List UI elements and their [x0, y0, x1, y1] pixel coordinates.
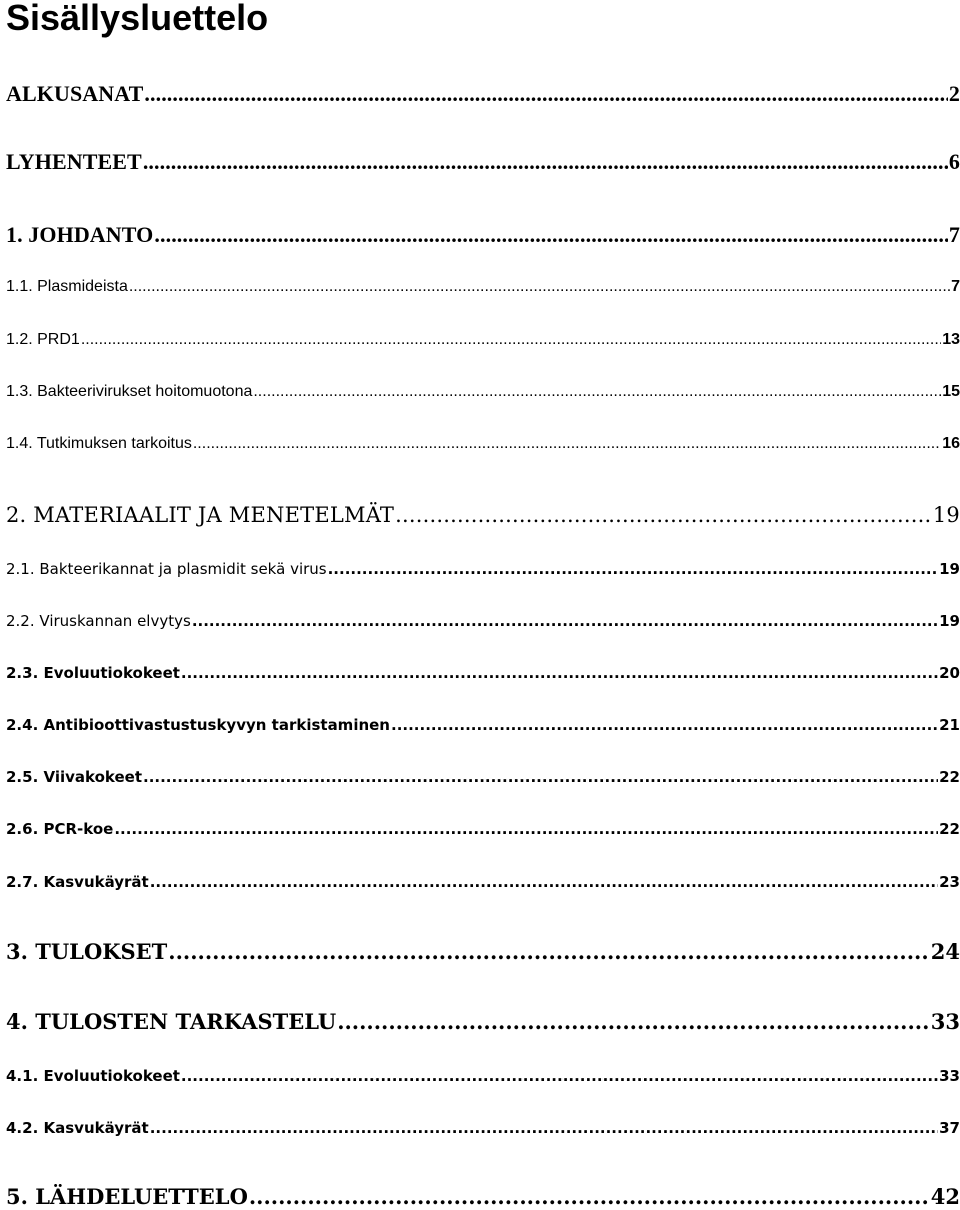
- toc-entry-tulokset[interactable]: [6, 939, 960, 965]
- dot-leader: [391, 715, 938, 735]
- toc-entry-label: 4.2. Kasvukäyrät: [6, 1119, 149, 1137]
- toc-entry-page: 16: [942, 435, 960, 452]
- toc-entry-page: 21: [939, 716, 960, 734]
- toc-entry-viruskannan-elvytys[interactable]: [6, 611, 960, 631]
- toc-entry-page: 6: [948, 149, 960, 174]
- dot-leader: [150, 872, 938, 892]
- toc-entry-page: 22: [939, 768, 960, 786]
- toc-entry-label: 2.3. Evoluutiokokeet: [6, 664, 180, 682]
- toc-entry-page: 22: [939, 820, 960, 838]
- dot-leader: [253, 382, 941, 402]
- dot-leader: [328, 559, 939, 579]
- toc-entry-page: 7: [951, 278, 960, 295]
- toc-entry-tutkimuksen-tarkoitus[interactable]: [6, 434, 960, 454]
- toc-entry-viivakokeet[interactable]: [6, 767, 960, 787]
- toc-entry-page: 23: [939, 873, 960, 891]
- toc-entry-label: 1. JOHDANTO: [6, 222, 154, 247]
- toc-entry-label: 5. LÄHDELUETTELO: [6, 1184, 248, 1209]
- dot-leader: [129, 277, 950, 297]
- toc-entry-tulosten-tarkastelu[interactable]: [6, 1009, 960, 1035]
- toc-entry-label: 2.2. Viruskannan elvytys: [6, 612, 191, 630]
- dot-leader: [181, 663, 938, 683]
- toc-entry-page: 37: [939, 1119, 960, 1137]
- toc-entry-pcr-koe[interactable]: [6, 819, 960, 839]
- toc-entry-page: 7: [948, 222, 960, 247]
- toc-entry-materiaalit[interactable]: [6, 502, 960, 528]
- toc-entry-prd1[interactable]: [6, 330, 960, 350]
- dot-leader: [192, 611, 938, 631]
- toc-entry-label: 4. TULOSTEN TARKASTELU: [6, 1009, 337, 1034]
- toc-entry-label: 2.1. Bakteerikannat ja plasmidit sekä virus: [6, 560, 327, 578]
- toc-entry-label: 1.2. PRD1: [6, 331, 80, 348]
- toc-entry-lyhenteet[interactable]: [6, 149, 960, 175]
- toc-entry-label: ALKUSANAT: [6, 81, 144, 106]
- dot-leader: [143, 149, 948, 175]
- toc-entry-bakteerivirukset[interactable]: [6, 382, 960, 402]
- toc-entry-label: 3. TULOKSET: [6, 939, 168, 964]
- toc-entry-lahdeluettelo[interactable]: [6, 1184, 960, 1210]
- dot-leader: [154, 222, 948, 248]
- toc-entry-kasvukayrat-2[interactable]: [6, 1118, 960, 1138]
- dot-leader: [114, 819, 938, 839]
- toc-entry-plasmideista[interactable]: [6, 277, 960, 297]
- dot-leader: [144, 81, 947, 107]
- toc-entry-bakteerikannat[interactable]: [6, 559, 960, 579]
- toc-entry-label: 2. MATERIAALIT JA MENETELMÄT: [6, 503, 395, 527]
- toc-entry-label: 4.1. Evoluutiokokeet: [6, 1067, 180, 1085]
- dot-leader: [395, 502, 932, 528]
- toc-entry-page: 19: [932, 503, 960, 527]
- toc-entry-label: 2.6. PCR-koe: [6, 820, 114, 838]
- toc-entry-page: 33: [939, 1067, 960, 1085]
- toc-entry-alkusanat[interactable]: [6, 81, 960, 107]
- toc-entry-label: 2.5. Viivakokeet: [6, 768, 142, 786]
- dot-leader: [181, 1066, 938, 1086]
- toc-entry-page: 19: [939, 560, 960, 578]
- toc-entry-page: 24: [930, 939, 960, 964]
- dot-leader: [168, 939, 929, 965]
- toc-entry-page: 13: [942, 331, 960, 348]
- toc-entry-page: 19: [939, 612, 960, 630]
- toc-entry-kasvukayrat[interactable]: [6, 872, 960, 892]
- toc-entry-johdanto[interactable]: [6, 222, 960, 248]
- page-title: Sisällysluettelo: [6, 0, 269, 38]
- toc-entry-label: LYHENTEET: [6, 149, 142, 174]
- toc-entry-label: 1.1. Plasmideista: [6, 278, 128, 295]
- toc-entry-antibioottivastustuskyky[interactable]: [6, 715, 960, 735]
- toc-entry-label: 2.4. Antibioottivastustuskyvyn tarkistaminen: [6, 716, 390, 734]
- dot-leader: [143, 767, 938, 787]
- toc-entry-evoluutiokokeet[interactable]: [6, 663, 960, 683]
- dot-leader: [193, 434, 941, 454]
- dot-leader: [249, 1184, 930, 1210]
- toc-entry-page: 33: [930, 1009, 960, 1034]
- toc-entry-page: 42: [930, 1184, 960, 1209]
- toc-entry-label: 1.4. Tutkimuksen tarkoitus: [6, 435, 192, 452]
- dot-leader: [81, 330, 941, 350]
- dot-leader: [150, 1118, 938, 1138]
- toc-entry-evoluutiokokeet-2[interactable]: [6, 1066, 960, 1086]
- toc-entry-label: 2.7. Kasvukäyrät: [6, 873, 149, 891]
- dot-leader: [337, 1009, 930, 1035]
- toc-entry-page: 20: [939, 664, 960, 682]
- toc-entry-page: 2: [948, 81, 960, 106]
- toc-entry-label: 1.3. Bakteerivirukset hoitomuotona: [6, 383, 253, 400]
- toc-entry-page: 15: [942, 383, 960, 400]
